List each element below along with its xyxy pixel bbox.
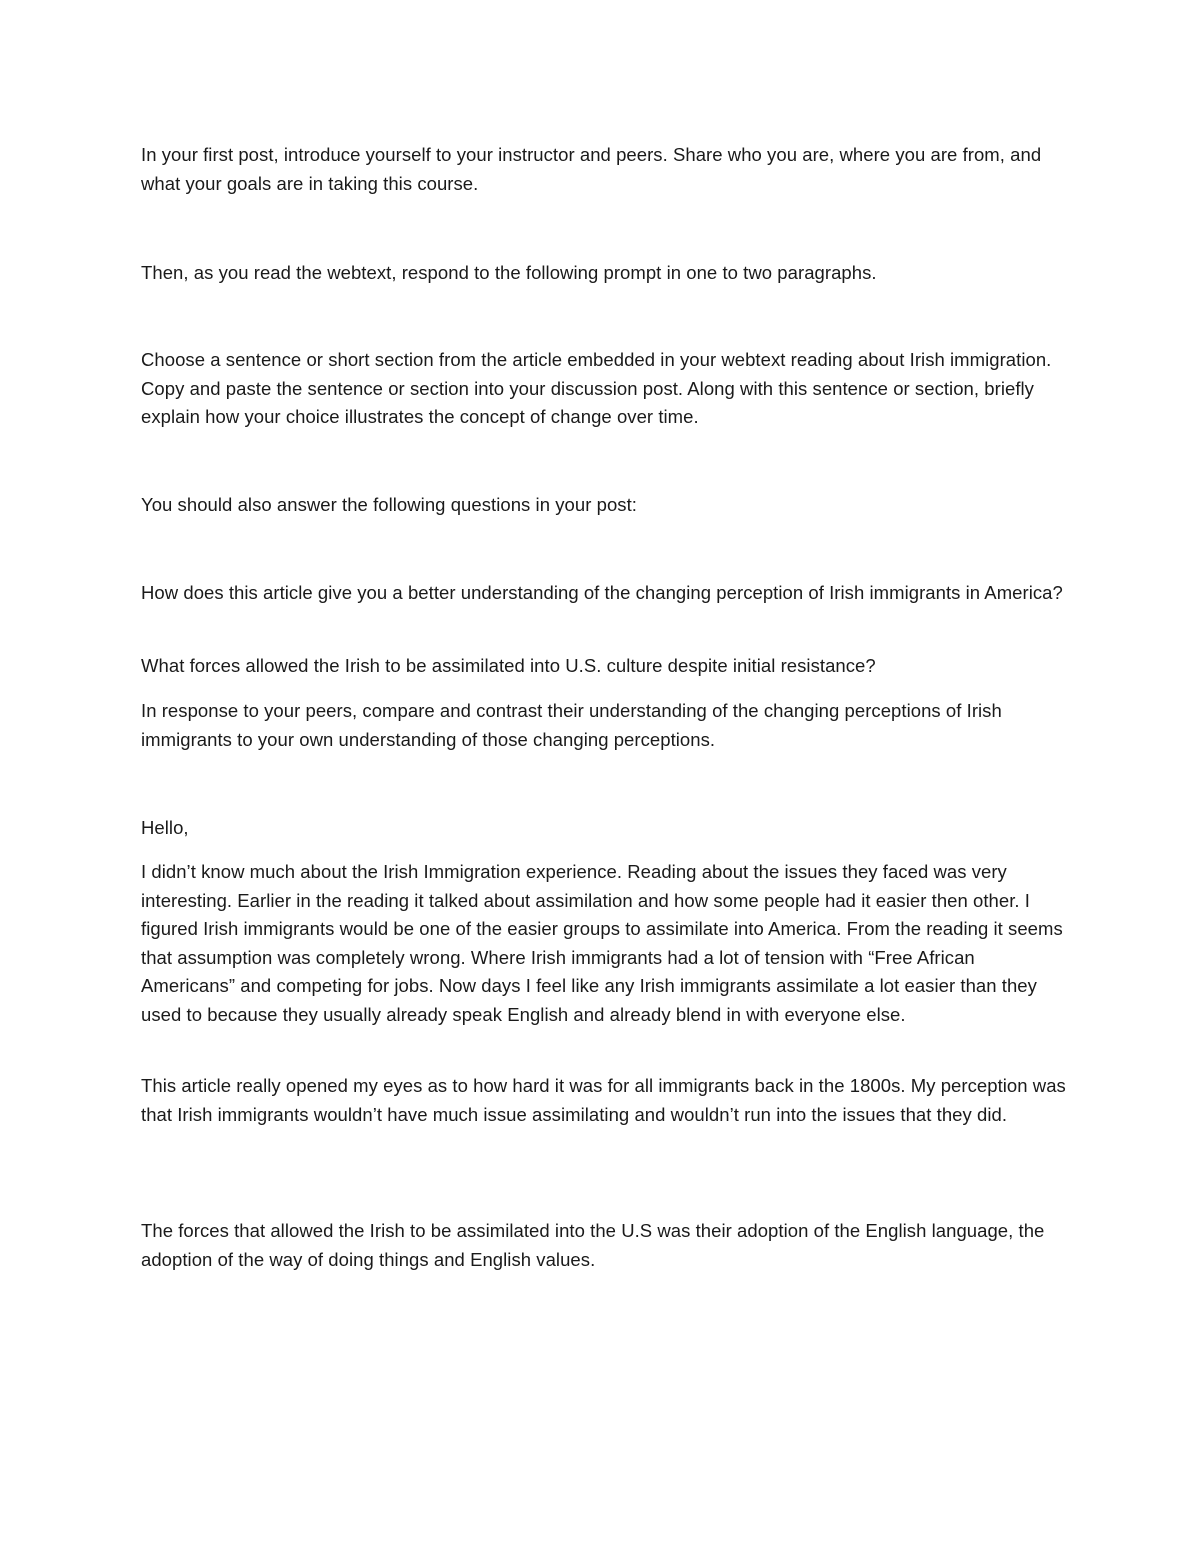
response-paragraph-1: I didn’t know much about the Irish Immigration experience. Reading about the issues they faced was very interesting. Earlier in the reading it talked about assimilation and how some people had it easier then other. I figured Irish immigrants would be one of the easier groups to assimilate into America. From the reading it seems that assumption was completely wrong. Where Irish immigrants had a lot of tension with “Free African Americans” and competing for jobs. Now days I feel like any Irish immigrants assimilate a lot easier than they used to because they usually already speak English and already blend in with everyone else. xyxy=(141,861,1063,1025)
peer-response-instruction: In response to your peers, compare and contrast their understanding of the changing perceptions of Irish immigrants to your own understanding of those changing perceptions. xyxy=(141,700,1002,750)
prompt-questions-intro: You should also answer the following questions in your post: xyxy=(141,494,637,515)
prompt-instruction-paragraph: Then, as you read the webtext, respond to the following prompt in one to two paragraphs. xyxy=(141,262,877,283)
response-paragraph-3: The forces that allowed the Irish to be assimilated into the U.S was their adoption of the English language, the adoption of the way of doing things and English values. xyxy=(141,1220,1045,1270)
prompt-intro-paragraph: In your first post, introduce yourself to your instructor and peers. Share who you are, where you are from, and what your goals are in taking this course. xyxy=(141,144,1042,194)
question-understanding: How does this article give you a better understanding of the changing perception of Irish immigrants in America? xyxy=(141,582,1063,603)
response-greeting: Hello, xyxy=(141,817,189,838)
prompt-task-paragraph: Choose a sentence or short section from the article embedded in your webtext reading about Irish immigration. Copy and paste the sentence or section into your discussion post. Along with this sentence or section, briefly explain how your choice illustrates the concept of change over time. xyxy=(141,349,1052,427)
response-paragraph-2: This article really opened my eyes as to how hard it was for all immigrants back in the 1800s. My perception was that Irish immigrants wouldn’t have much issue assimilating and wouldn’t run into the issues that they did. xyxy=(141,1075,1066,1125)
question-forces: What forces allowed the Irish to be assimilated into U.S. culture despite initial resistance? xyxy=(141,655,876,676)
